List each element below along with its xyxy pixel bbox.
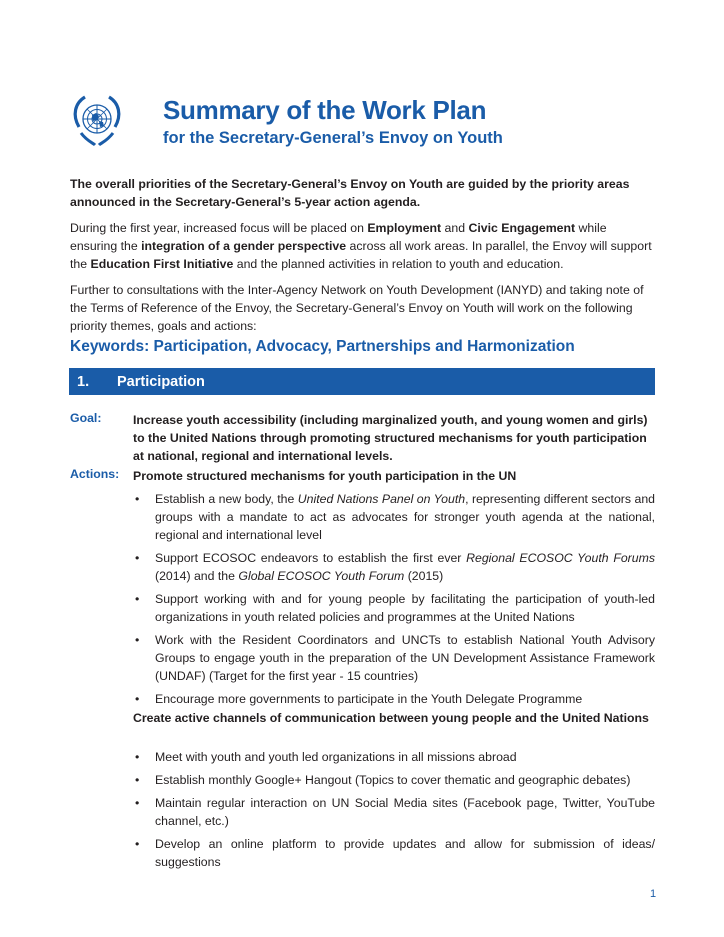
actions-label: Actions:	[70, 467, 120, 481]
paragraph-text: and	[441, 221, 469, 235]
item-text: Encourage more governments to participate in the Youth Delegate Programme	[155, 692, 583, 706]
section-title: Participation	[117, 374, 205, 390]
italic-title-text: Global ECOSOC Youth Forum	[238, 569, 405, 583]
action-list	[133, 490, 655, 713]
action-item	[133, 490, 655, 544]
intro-paragraph-2	[70, 219, 656, 273]
bullet-icon: •	[135, 837, 140, 851]
action-item	[133, 771, 655, 789]
paragraph-text: and the planned activities in relation to youth and education.	[233, 257, 564, 271]
un-emblem-icon	[67, 91, 127, 151]
action-group-heading: Create active channels of communication between young people and the United Nations	[133, 711, 649, 725]
italic-title-text: Regional ECOSOC Youth Forums	[466, 551, 655, 565]
paragraph-text: During the first year, increased focus will be placed on	[70, 221, 368, 235]
intro-paragraph-3: Further to consultations with the Inter-Agency Network on Youth Development (IANYD) and taking note of the Terms of Reference of the Envoy, the Secretary-General’s Envoy on Youth will work on the following priority themes, goals and actions:	[70, 283, 644, 333]
document-title: Summary of the Work Plan	[163, 95, 487, 125]
emphasis-text: Education First Initiative	[90, 257, 234, 271]
emphasis-text: Employment	[367, 221, 442, 235]
action-item	[133, 549, 655, 585]
action-item	[133, 690, 655, 708]
keywords-heading: Keywords: Participation, Advocacy, Partnerships and Harmonization	[70, 338, 575, 355]
italic-title-text: United Nations Panel on Youth	[297, 492, 466, 506]
item-text: (2015)	[404, 569, 444, 583]
bullet-icon: •	[135, 773, 140, 787]
action-item	[133, 794, 655, 830]
section-number: 1.	[77, 374, 90, 390]
document-subtitle: for the Secretary-General’s Envoy on Youth	[163, 129, 503, 147]
bullet-icon: •	[135, 492, 140, 506]
item-text: Support ECOSOC endeavors to establish the first ever	[155, 551, 467, 565]
action-item	[133, 631, 655, 685]
bullet-icon: •	[135, 796, 140, 810]
action-list	[133, 748, 655, 876]
action-item	[133, 590, 655, 626]
item-text: Work with the Resident Coordinators and UNCTs to establish National Youth Advisory Groups to engage youth in the preparation of the UN Development Assistance Framework (UNDAF) (Target for the first year - 15 countries)	[155, 633, 655, 683]
item-text: Support working with and for young people by facilitating the participation of youth-led organizations in youth related policies and programmes at the United Nations	[155, 592, 655, 624]
item-text: Maintain regular interaction on UN Social Media sites (Facebook page, Twitter, YouTube channel, etc.)	[155, 796, 655, 828]
action-item	[133, 835, 655, 871]
emphasis-text: Civic Engagement	[468, 221, 576, 235]
item-text: (2014) and the	[155, 569, 239, 583]
item-text: Develop an online platform to provide updates and allow for submission of ideas/ suggestions	[155, 837, 655, 869]
bullet-icon: •	[135, 692, 140, 706]
action-item	[133, 748, 655, 766]
page-number: 1	[650, 888, 657, 900]
bullet-icon: •	[135, 633, 140, 647]
paragraph-text: while ensuring the	[70, 221, 607, 253]
section-header-participation	[69, 368, 655, 395]
bullet-icon: •	[135, 551, 140, 565]
bullet-icon: •	[135, 750, 140, 764]
emphasis-text: integration of a gender perspective	[141, 239, 347, 253]
item-text: , representing different sectors and groups with a mandate to act as advocates for stronger youth agenda at the national, regional and international level	[155, 492, 655, 542]
item-text: Meet with youth and youth led organizations in all missions abroad	[155, 750, 517, 764]
intro-paragraph-1: The overall priorities of the Secretary-General’s Envoy on Youth are guided by the priority areas announced in the Secretary-General’s 5-year action agenda.	[70, 177, 630, 209]
action-group-heading: Promote structured mechanisms for youth participation in the UN	[133, 469, 517, 483]
goal-label: Goal:	[70, 411, 102, 425]
goal-text: Increase youth accessibility (including marginalized youth, and young women and girls) to the United Nations through promoting structured mechanisms for youth participation at national, regional and international levels.	[133, 413, 648, 463]
bullet-icon: •	[135, 592, 140, 606]
item-text: Establish monthly Google+ Hangout (Topics to cover thematic and geographic debates)	[155, 773, 631, 787]
paragraph-text: across all work areas. In parallel, the Envoy will support the	[70, 239, 652, 271]
item-text: Establish a new body, the	[155, 492, 298, 506]
